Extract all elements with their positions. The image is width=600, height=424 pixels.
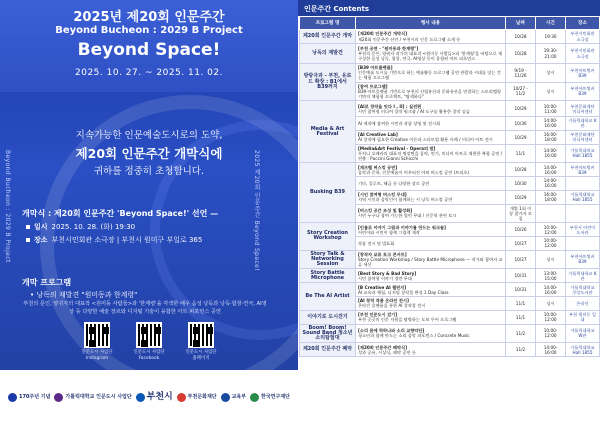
- description-title: [B Creative AI 챌린지]: [358, 284, 407, 290]
- description-cell: [356, 269, 506, 283]
- place-cell: 부천 원미동 일대: [566, 310, 600, 324]
- program-name-cell: Boom! Boom! Sound Band 청소년 소리탐험대: [300, 324, 356, 343]
- place-cell: 가톨릭대학교 K관: [566, 269, 600, 283]
- intro-line-3: 귀하를 정중히 초청합니다.: [93, 166, 204, 177]
- col-description: 행사 내용: [356, 17, 506, 30]
- sponsor-logos: [0, 370, 298, 424]
- description-title: [인물로 이야기 그림과 이야기를 만드는 워크숍]: [358, 224, 446, 230]
- opening-program-text: 낭독의 재발견 "원미동과 한계령": [36, 291, 138, 299]
- table-row: [300, 324, 600, 343]
- time-cell: 10:00-11:00: [536, 101, 566, 117]
- program-name-cell: Story Battle Microphone: [300, 269, 356, 283]
- poster-subtitle: Beyond Bucheon : 2029 B Project: [55, 25, 243, 36]
- place-cell: 부천시 어린이도서관: [566, 223, 600, 237]
- date-cell: 10/29: [506, 190, 536, 204]
- place-cell: [566, 204, 600, 223]
- opening-place-label: 장소: [34, 236, 48, 244]
- place-cell: 가톨릭대학교 Hall 1855: [566, 190, 600, 204]
- date-cell: 10/29: [506, 130, 536, 144]
- date-cell: 11/1: [506, 144, 536, 163]
- logo-anniversary: 170주년 기념: [8, 393, 51, 402]
- description-text: AI 교육과 체험, 디지털 창작물 완성 1 Day Class: [358, 289, 449, 295]
- col-date: 날짜: [506, 17, 536, 30]
- program-name-cell: 낭독의 재발견: [300, 44, 356, 64]
- time-cell: 10:00-12:00: [536, 237, 566, 250]
- place-cell: 부천문화재단 미디어센터: [566, 130, 600, 144]
- place-cell: 부천시민회관 소극장: [566, 44, 600, 64]
- description-title: [참여 프로그램]: [358, 83, 388, 89]
- table-row: [300, 250, 600, 269]
- place-cell: 가톨릭대학교 K관: [566, 117, 600, 130]
- program-name-cell: 제20회 인문주간 폐막: [300, 343, 356, 357]
- time-cell: 10:00-12:00: [536, 324, 566, 343]
- description-text: 부천의 문인, 양귀자 작가의 대표작 <원미동 사람들>과 '한계령'을 바탕으로 재구성한 음성 낭독, 합창, 연극, AI영상 등이 융합된 아트 퍼포먼스: [358, 50, 502, 62]
- qr-code-icon: [136, 322, 162, 348]
- description-cell: [356, 163, 506, 177]
- contents-table: [299, 16, 600, 357]
- contents-header: 인문주간 Contents: [298, 0, 600, 16]
- description-title: [Best Story & Bad Story]: [358, 270, 417, 276]
- table-row: [300, 223, 600, 237]
- performance-description: 부천의 문인, 양귀자의 대표작 <원미동 사람들>과 '한계령'을 각색한 배우 음성 낭독과 낭독·합창·연극, AI영상 등 다양한 예술 장르와 디지털 기술이 융합한 아트 퍼포먼스 공연: [23, 301, 267, 315]
- bullet-icon: [26, 225, 30, 229]
- place-cell: 부천아트벙커 B39: [566, 64, 600, 83]
- program-name-cell: 제20회 인문주간 개막: [300, 30, 356, 44]
- description-cell: [356, 177, 506, 190]
- description-cell: [356, 190, 506, 204]
- date-cell: 10/20: [506, 223, 536, 237]
- poster-dates: 2025. 10. 27. ~ 2025. 11. 02.: [75, 68, 223, 78]
- col-program: 프로그램 명: [300, 17, 356, 30]
- description-cell: [356, 204, 506, 223]
- description-cell: [356, 101, 506, 117]
- date-cell: 10/30: [506, 177, 536, 190]
- table-row: [300, 101, 600, 117]
- qr-facebook[interactable]: [133, 322, 165, 361]
- qr-homepage[interactable]: [185, 322, 217, 361]
- description-text: AI 창작에 필요한 Creative 이론과 스타트업 활용 사례 / 미디어 아트 전시: [358, 137, 493, 143]
- time-cell: 14:00-16:00: [536, 117, 566, 130]
- program-name-cell: 이야기로 도시걷기: [300, 310, 356, 324]
- description-cell: [356, 310, 506, 324]
- nrf-logo-icon: [250, 393, 259, 402]
- time-cell: 13:00-15:00: [536, 269, 566, 283]
- opening-details: [26, 222, 246, 248]
- time-cell: [536, 204, 566, 223]
- logo-catholic-university: 가톨릭대학교 인문도시 사업단: [54, 393, 131, 402]
- intro-line-2: 제20회 인문주간 개막식에: [75, 146, 223, 161]
- description-title: [B39 아트플랫폼]: [358, 65, 393, 70]
- opening-date-row: [26, 222, 246, 232]
- description-cell: [356, 297, 506, 310]
- table-row: [300, 163, 600, 177]
- description-text: 시민 누구나 참여 가능한 열린 무대 / 인문학 관련 토크: [358, 213, 457, 219]
- place-cell: 온라인: [566, 297, 600, 310]
- opening-date-label: 일시: [34, 223, 48, 231]
- qr-label: 인문도시 사업단 Instagram: [81, 350, 113, 361]
- description-text: 시민 참여형 이야기 경연 무대: [358, 275, 412, 281]
- description-text: 청소년과 함께 만드는 소리 음악 퍼포먼스 / Concrete Music: [358, 333, 470, 339]
- description-cell: [356, 250, 506, 269]
- place-cell: 가톨릭대학교 W관: [566, 324, 600, 343]
- time-cell: 19:30: [536, 30, 566, 44]
- qr-code-icon: [84, 322, 110, 348]
- time-cell: 상시: [536, 250, 566, 269]
- table-row: [300, 44, 600, 64]
- date-cell: 10/28: [506, 163, 536, 177]
- time-cell: 14:00-16:00: [536, 283, 566, 297]
- time-cell: 14:00-16:00: [536, 163, 566, 177]
- description-title: [창작자 교류 토크 콘서트]: [358, 251, 407, 257]
- description-title: [Media&Art Festival - Opera의 밤]: [358, 145, 436, 151]
- description-title: [부천 인문도시 걷기]: [358, 311, 398, 317]
- place-cell: [566, 237, 600, 250]
- opening-program-title: 개막 프로그램: [22, 278, 72, 287]
- poster-title: 2025년 제20회 인문주간: [73, 10, 225, 25]
- qr-label: 인문도시 사업단 홈페이지: [185, 350, 217, 361]
- description-cell: [356, 223, 506, 237]
- description-text: 인문예술 도시를 기반으로 하는 예술활동 프로그램 공연 관람과 시대를 잇는 걷는 체험 프로그램: [358, 70, 501, 81]
- description-text: 음악과 문학, 인문예술이 어우러진 야외 버스킹 공연 (트리오): [358, 169, 470, 175]
- program-name-cell: Be The AI Artist: [300, 283, 356, 310]
- time-cell: 상시: [536, 297, 566, 310]
- description-text: 부천 곳곳의 인문 자원을 탐방하는 도보 투어 프로그램: [358, 317, 457, 323]
- bullet-icon: [26, 238, 30, 242]
- description-cell: [356, 30, 506, 44]
- description-text: 제20회 인문주간 선언 / 부천시의 인문 프로그램 소개 등: [358, 36, 461, 42]
- place-cell: 부천아트벙커 B39: [566, 82, 600, 101]
- program-name-cell: Busking B39: [300, 163, 356, 223]
- description-text: 성과 공유, 시상식, 폐막 공연 등: [358, 349, 416, 355]
- program-name-cell: Story Talk & Networking Session: [300, 250, 356, 269]
- qr-instagram[interactable]: [81, 322, 113, 361]
- date-cell: 10/28: [506, 30, 536, 44]
- time-cell: 10:00-12:00: [536, 310, 566, 324]
- university-logo-icon: [54, 393, 63, 402]
- col-place: 장소: [566, 17, 600, 30]
- date-cell: 개별 1회 이상 참가자 모집: [506, 204, 536, 223]
- date-cell: 10/31: [506, 283, 536, 297]
- qr-code-row: [0, 322, 298, 361]
- table-row: [300, 310, 600, 324]
- description-title: [AI 창작 작품 온라인 전시]: [358, 298, 409, 304]
- place-cell: 부천시민회관 소극장: [566, 30, 600, 44]
- description-cell: [356, 64, 506, 83]
- description-text: 지역 시인과 음악인이 함께하는 시 낭독 버스킹 공연: [358, 197, 453, 203]
- opening-place-row: [26, 235, 246, 245]
- description-cell: [356, 144, 506, 163]
- date-cell: 9/19 - 11/26: [506, 64, 536, 83]
- description-cell: [356, 237, 506, 250]
- logo-culture-foundation: 부천문화재단: [177, 393, 217, 402]
- description-text: 시민 참여형 미디어 창작 워크숍 / AI 도구를 활용한 창작 실습: [358, 108, 470, 114]
- col-time: 시간: [536, 17, 566, 30]
- date-cell: 11/1: [506, 297, 536, 310]
- time-cell: 상시: [536, 82, 566, 101]
- opening-ceremony-title: 개막식 : 제20회 인문주간 'Beyond Space!' 선언 —: [22, 209, 219, 218]
- description-cell: [356, 343, 506, 357]
- date-cell: 10/27 - 11/2: [506, 82, 536, 101]
- time-cell: 10:00-12:00: [536, 223, 566, 237]
- time-cell: 14:00-16:00: [536, 177, 566, 190]
- description-title: [부천 공연 - "원미동과 한계령"]: [358, 45, 419, 51]
- city-logo-icon: [136, 393, 145, 402]
- time-cell: 16:00-18:00: [536, 190, 566, 204]
- place-cell: 부천아트벙커 B39: [566, 163, 600, 177]
- place-cell: 부천아트벙커 B39: [566, 250, 600, 269]
- table-row: [300, 64, 600, 83]
- description-title: [버스킹 공간 조성 및 활성화]: [358, 208, 413, 214]
- description-text: 어린이와 시민이 함께 그림책 제작: [358, 229, 420, 235]
- description-title: [재즈벨 버스킹 공연]: [358, 164, 398, 170]
- description-text: 푸치니 오페라의 대표적 명장면을 음악, 연기, 미디어 아트로 재현한 복합 공연 / 연출 : Puccini Gianni Schicchi: [358, 150, 503, 162]
- logo-nrf: 한국연구재단: [250, 393, 290, 402]
- place-cell: 가톨릭대학교 Hall 1855: [566, 343, 600, 357]
- description-title: [AI로 창작을 잇다 I , II] : 실전편: [358, 103, 422, 109]
- place-cell: 가톨릭대학교 Hall 1855: [566, 144, 600, 163]
- qr-label: 인문도시 사업단 Facebook: [133, 350, 165, 361]
- place-cell: [566, 177, 600, 190]
- date-cell: 10/29: [506, 101, 536, 117]
- description-text: B39 아트플랫폼 기반으로 부천의 산업유산과 문화유산을 연결하는 스토리텔링 기반의 체험형 프로젝트, "탐색하다": [358, 88, 501, 100]
- table-row: [300, 283, 600, 297]
- description-title: [시인 참여형 버스킹 무대]: [358, 191, 407, 197]
- description-cell: [356, 117, 506, 130]
- invitation-poster: [0, 0, 298, 424]
- table-row: [300, 343, 600, 357]
- vertical-label-right: 2025 제20회 인문주간 Beyond Space!: [253, 150, 260, 272]
- date-cell: 10/27: [506, 250, 536, 269]
- description-title: [AI Creative Lab]: [358, 131, 398, 137]
- description-cell: [356, 324, 506, 343]
- description-title: [소리 몸에 하하나와 소리 교향악단]: [358, 328, 425, 334]
- table-header-row: [300, 17, 600, 30]
- poster-headline: Beyond Space!: [77, 40, 221, 60]
- anniversary-logo-icon: [8, 393, 17, 402]
- description-cell: [356, 283, 506, 297]
- date-cell: 10/28: [506, 44, 536, 64]
- program-name-cell: Media & Art Festival: [300, 101, 356, 163]
- description-text: 온라인 플랫폼을 통한 AI 창작물 전시: [358, 303, 426, 309]
- description-cell: [356, 130, 506, 144]
- opening-program-item: • 낭독의 재발견 "원미동과 한계령": [30, 291, 138, 299]
- date-cell: 11/2: [506, 324, 536, 343]
- logo-bucheon-city: 부천시: [136, 393, 173, 402]
- poster-hero: [0, 0, 298, 92]
- description-text: AI 제작에 참여한 시민과 작품 상영 및 전시회: [358, 120, 441, 126]
- program-name-cell: 방랑극과 - 부천, 유로드 확장 : B1에서 B39까지: [300, 64, 356, 101]
- table-row: [300, 30, 600, 44]
- description-text: Story Creation Workshop / Story Battle Microphone — 작가와 참여자 교류 세션: [358, 256, 503, 268]
- place-cell: 가톨릭대학교 중앙도서관: [566, 283, 600, 297]
- description-text: 기타, 플루트, 해금 등 다양한 장르 공연: [358, 180, 430, 186]
- date-cell: 10/27: [506, 237, 536, 250]
- time-cell: 상시: [536, 64, 566, 83]
- time-cell: 14:00-16:00: [536, 144, 566, 163]
- intro-line-1: 지속가능한 인문예술도시로의 도약,: [75, 130, 223, 141]
- foundation-logo-icon: [177, 393, 186, 402]
- contents-panel: [298, 0, 600, 424]
- qr-code-icon: [188, 322, 214, 348]
- program-name-cell: Story Creation Workshop: [300, 223, 356, 250]
- opening-date-value: 2025. 10. 28. (화) 19:30: [51, 223, 136, 231]
- time-cell: 14:00-16:00: [536, 343, 566, 357]
- opening-place-value: 부천시민회관 소극장 | 부천시 원미구 부일로 365: [51, 236, 203, 244]
- date-cell: 11/2: [506, 343, 536, 357]
- description-cell: [356, 44, 506, 64]
- description-cell: [356, 82, 506, 101]
- description-title: [제20회 인문주간 폐막식]: [358, 344, 407, 350]
- logo-ministry-education: 교육부: [221, 393, 247, 402]
- ministry-logo-icon: [221, 393, 230, 402]
- date-cell: 10/30: [506, 117, 536, 130]
- vertical-label-left: Beyond Bucheon : 2029 B Project: [4, 150, 11, 263]
- description-text: 작품 전시 및 발표회: [358, 240, 395, 246]
- date-cell: 11/1: [506, 310, 536, 324]
- description-title: [제20회 인문주간 개막식]: [358, 31, 407, 37]
- place-cell: 부천문화재단 미디어센터: [566, 101, 600, 117]
- date-cell: 10/31: [506, 269, 536, 283]
- time-cell: 19:30-21:00: [536, 44, 566, 64]
- time-cell: 16:00-18:00: [536, 130, 566, 144]
- table-row: [300, 269, 600, 283]
